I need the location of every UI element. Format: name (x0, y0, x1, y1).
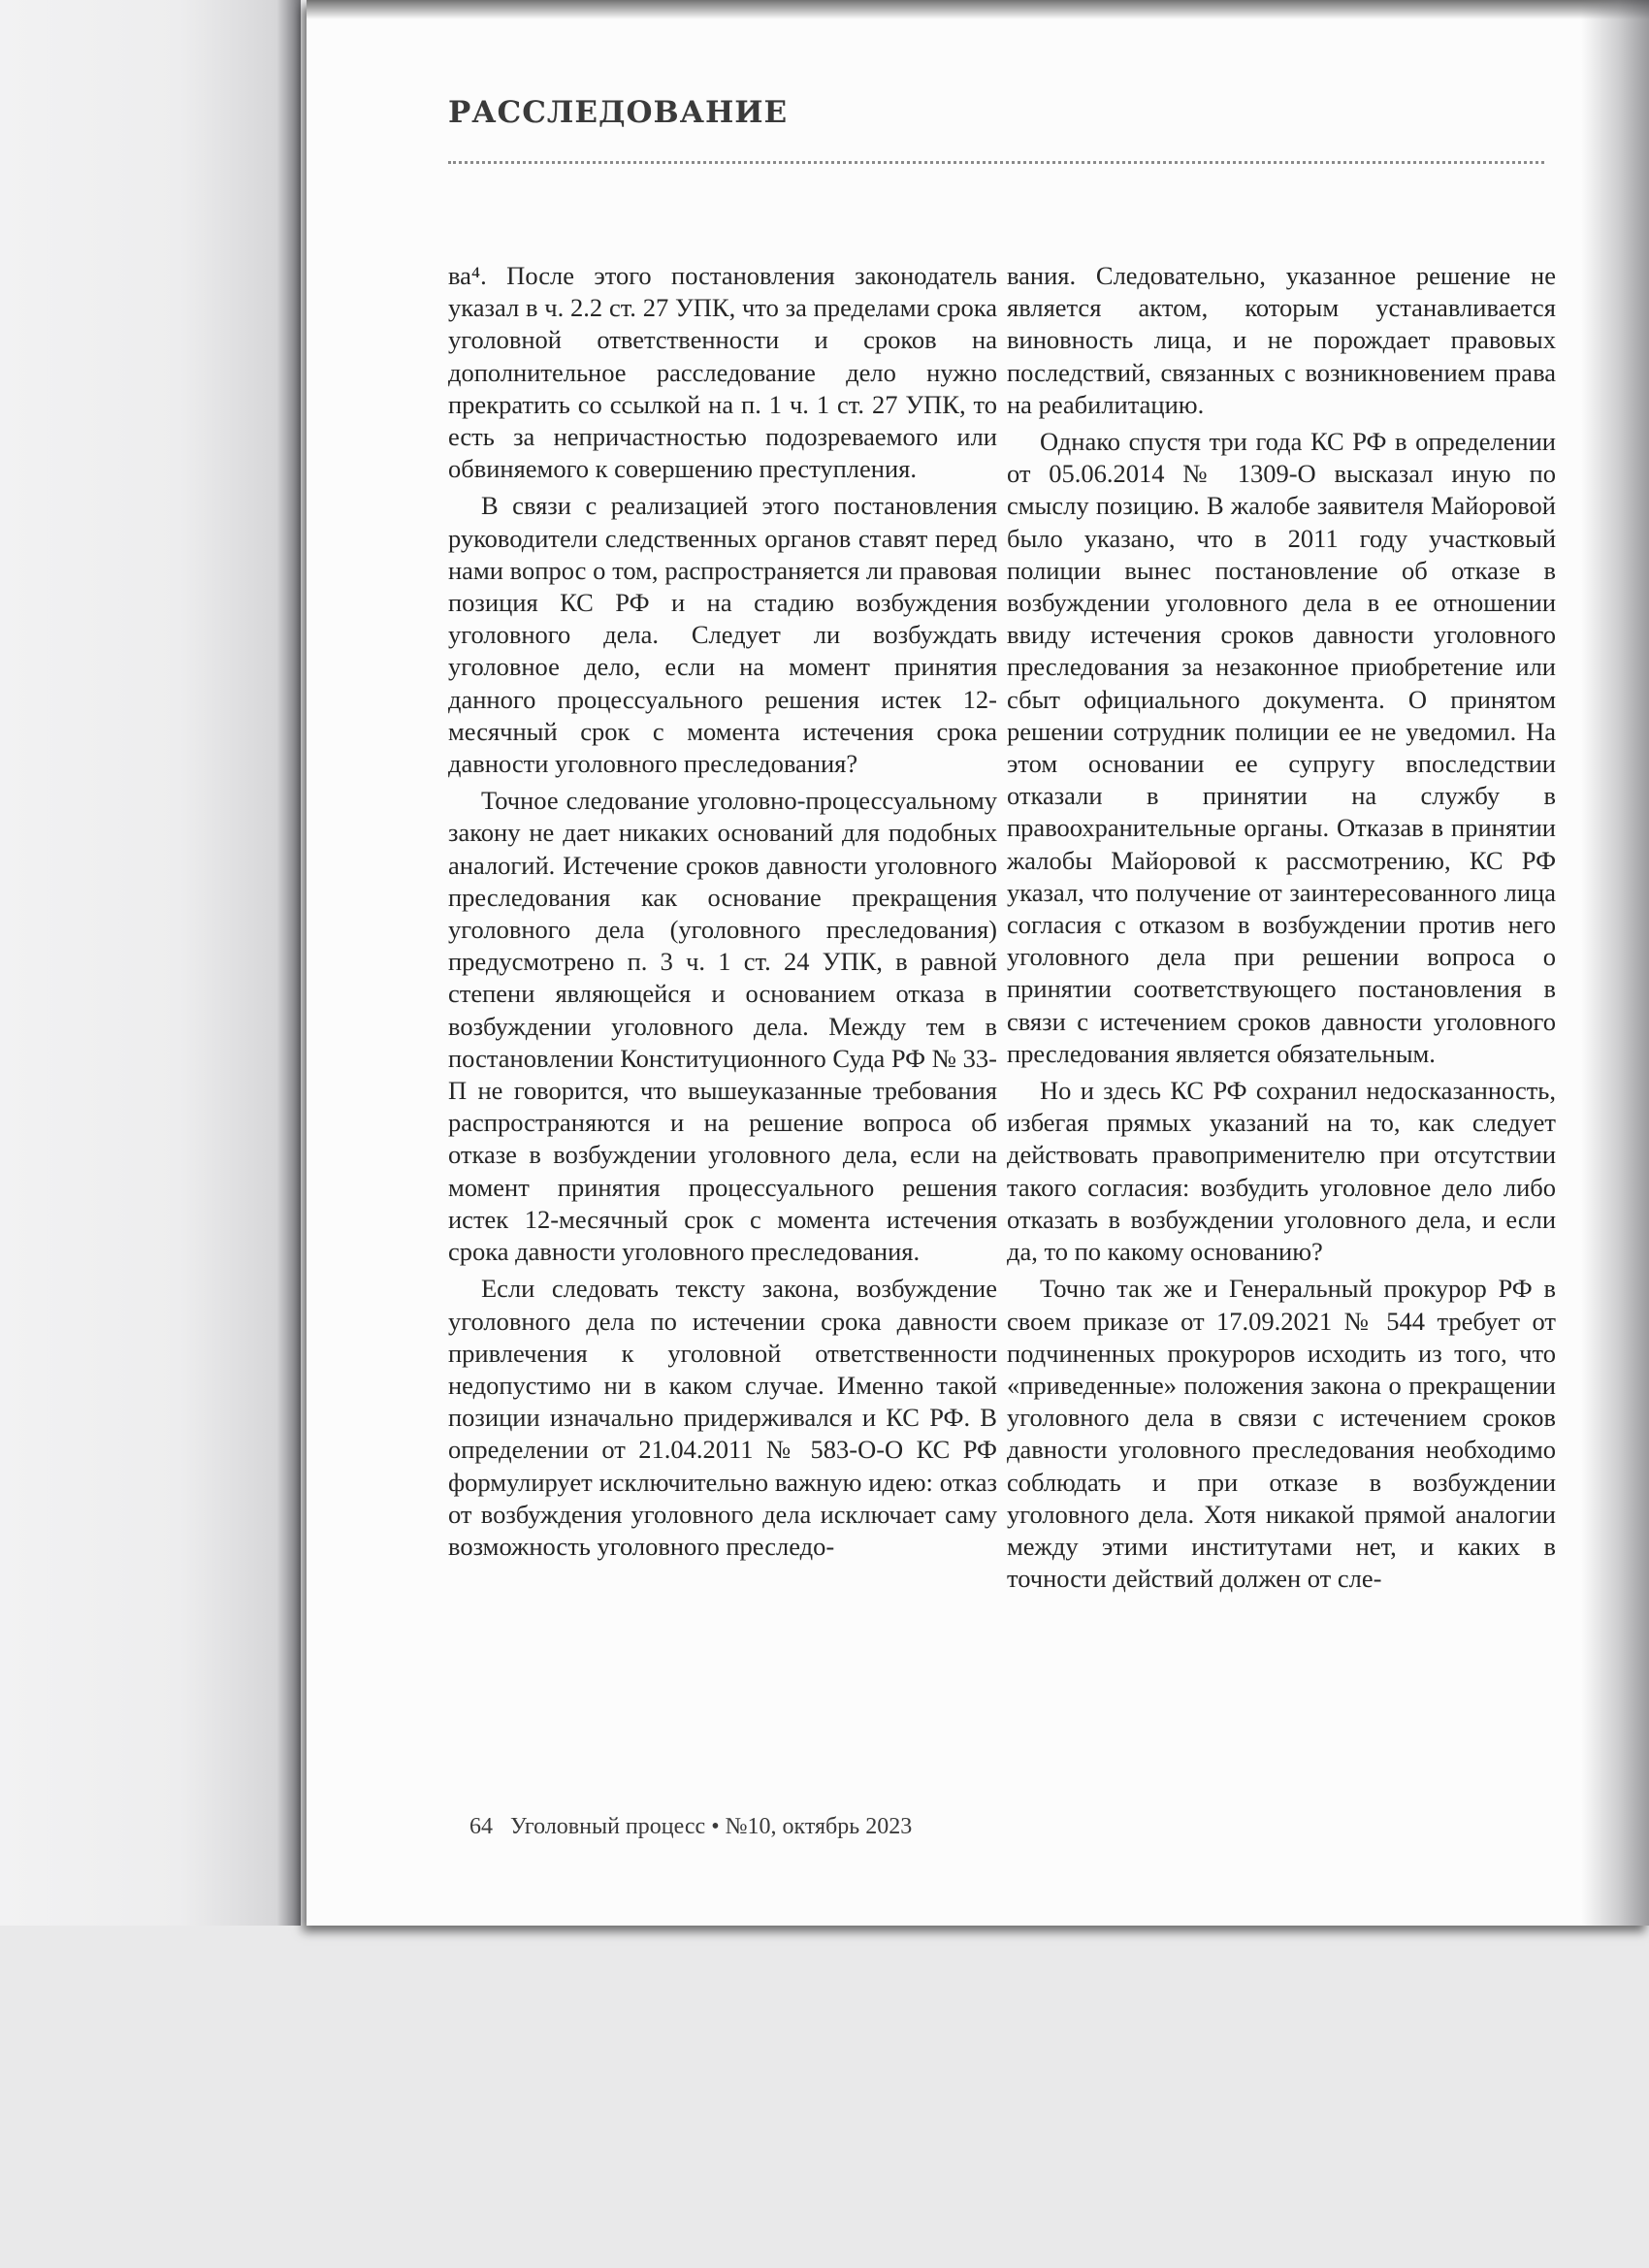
left-paragraph-3: Точное следование уголовно-процессуальному закону не дает никаких оснований для подобных аналогий. Истечение сроков давности уголовного преследования как основание прекращения уголовного дела (уголовного преследования) предусмотрено п. 3 ч. 1 ст. 24 УПК, в равной степени являющейся и основанием отказа в возбуждении уголовного дела. Между тем в постановлении Конституционного Суда РФ № 33-П не говорится, что вышеуказанные требования распространяются и на решение вопроса об отказе в возбуждении уголовного дела, если на момент принятия процессуального решения истек 12-месячный срок с момента истечения срока давности уголовного преследования. (448, 786, 997, 1267)
section-title: РАССЛЕДОВАНИЕ (448, 95, 789, 130)
page-top-shadow (307, 0, 1649, 19)
scanner-background-bottom (0, 1926, 1649, 2268)
left-column (448, 260, 997, 1563)
issue-info: №10, октябрь 2023 (725, 1814, 913, 1839)
left-paragraph-2: В связи с реализацией этого постановления руководители следственных органов ставят перед нами вопрос о том, распространяется ли правовая позиция КС РФ и на стадию возбуждения уголовного дела. Следует ли возбуждать уголовное дело, если на момент принятия данного процессуального решения истек 12-месячный срок с момента истечения срока давности уголовного преследования? (448, 491, 997, 779)
page-number: 64 (469, 1814, 493, 1839)
right-paragraph-2: Однако спустя три года КС РФ в определении от 05.06.2014 № 1309-О высказал иную по смыслу позицию. В жалобе заявителя Майоровой было указано, что в 2011 году участковый полиции вынес постановление об отказе в возбуждении уголовного дела в ее отношении ввиду истечения сроков давности уголовного преследования за незаконное приобретение или сбыт официального документа. О принятом решении сотрудник полиции ее не уведомил. На этом основании ее супругу впоследствии отказали в принятии на службу в правоохранительные органы. Отказав в принятии жалобы Майоровой к рассмотрению, КС РФ указал, что получение от заинтересованного лица согласия с отказом в возбуждении против него уголовного дела при решении вопроса о принятии соответствующего постановления в связи с истечением сроков давности уголовного преследования является обязательным. (1007, 427, 1556, 1068)
right-column (1007, 260, 1556, 1595)
journal-name: Уголовный процесс (510, 1814, 706, 1839)
page-footer (469, 1814, 912, 1840)
right-paragraph-3: Но и здесь КС РФ сохранил недосказанность, избегая прямых указаний на то, как следует действовать правоприменителю при отсутствии такого согласия: возбудить уголовное дело либо отказать в возбуждении уголовного дела, и если да, то по какому основанию? (1007, 1076, 1556, 1267)
right-paragraph-4: Точно так же и Генеральный прокурор РФ в своем приказе от 17.09.2021 № 544 требует от подчиненных прокуроров исходить из того, что «приведенные» положения закона о прекращении уголовного дела в связи с истечением сроков давности уголовного преследования необходимо соблюдать и при отказе в возбуждении уголовного дела. Хотя никакой прямой аналогии между этими институтами нет, и каких в точности действий должен от сле- (1007, 1274, 1556, 1594)
journal-page (307, 0, 1649, 1926)
right-paragraph-1: вания. Следовательно, указанное решение не является актом, которым устанавливается виновность лица, и не порождает правовых последствий, связанных с возникновением права на реабилитацию. (1007, 261, 1556, 419)
left-paragraph-4: Если следовать тексту закона, возбуждение уголовного дела по истечении срока давности привлечения к уголовной ответственности недопустимо ни в каком случае. Именно такой позиции изначально придерживался и КС РФ. В определении от 21.04.2011 № 583-О-О КС РФ формулирует исключительно важную идею: отказ от возбуждения уголовного дела исключает саму возможность уголовного преследо- (448, 1274, 997, 1561)
left-paragraph-1: ва⁴. После этого постановления законодатель указал в ч. 2.2 ст. 27 УПК, что за пределами срока уголовной ответственности и сроков на дополнительное расследование дело нужно прекратить со ссылкой на п. 1 ч. 1 ст. 27 УПК, то есть за непричастностью подозреваемого или обвиняемого к совершению преступления. (448, 261, 997, 484)
page-spine-shadow (1581, 0, 1649, 1926)
header-dotted-rule (448, 161, 1544, 164)
footer-separator: • (711, 1814, 720, 1839)
